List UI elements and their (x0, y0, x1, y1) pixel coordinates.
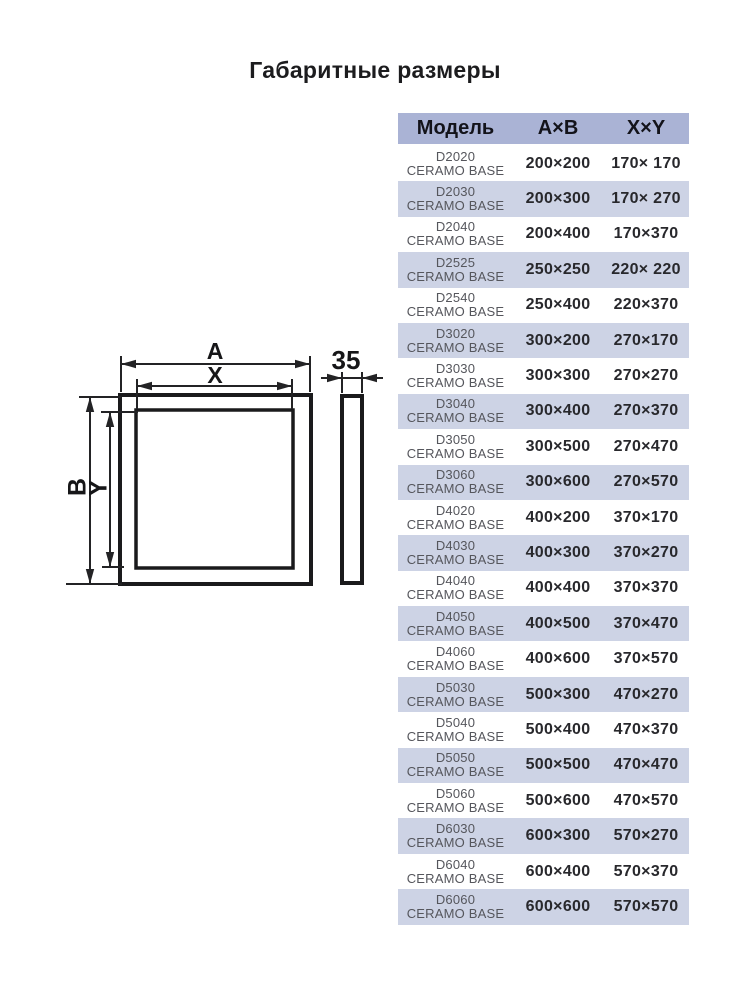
model-cell (398, 220, 513, 248)
xy-value: 220×370 (613, 296, 679, 314)
ab-value: 250×250 (525, 260, 591, 278)
table-row (398, 571, 689, 606)
ab-value: 300×200 (525, 331, 591, 349)
label-b: B (63, 477, 92, 497)
table-row (398, 712, 689, 747)
model-code: D3040 (435, 396, 476, 412)
ab-value: 400×200 (525, 508, 591, 526)
model-series: CERAMO BASE (406, 233, 505, 249)
xy-value: 370×570 (613, 650, 679, 668)
model-series: CERAMO BASE (406, 835, 505, 851)
model-cell (398, 362, 513, 390)
table-row (398, 217, 689, 252)
dimension-depth (321, 345, 383, 393)
table-row (398, 500, 689, 535)
model-code: D2040 (435, 219, 476, 235)
model-series: CERAMO BASE (406, 799, 505, 815)
xy-value: 370×370 (613, 579, 679, 597)
table-row (398, 394, 689, 429)
header-model: Модель (416, 117, 495, 139)
ab-value: 400×300 (525, 543, 591, 561)
xy-value: 270×270 (613, 367, 679, 385)
xy-value: 470×470 (613, 756, 679, 774)
dimension-diagram (55, 335, 395, 615)
xy-value: 270×570 (613, 473, 679, 491)
ab-value: 400×500 (525, 614, 591, 632)
model-cell (398, 291, 513, 319)
model-cell (398, 468, 513, 496)
table-row (398, 288, 689, 323)
table-row (398, 358, 689, 393)
model-code: D6030 (435, 821, 476, 837)
table-row (398, 641, 689, 676)
model-code: D4030 (435, 537, 476, 553)
model-cell (398, 150, 513, 178)
model-series: CERAMO BASE (406, 905, 505, 921)
model-cell (398, 504, 513, 532)
model-series: CERAMO BASE (406, 375, 505, 391)
ab-value: 600×400 (525, 862, 591, 880)
ab-value: 400×400 (525, 579, 591, 597)
ab-value: 500×300 (525, 685, 591, 703)
model-cell (398, 574, 513, 602)
model-cell (398, 256, 513, 284)
page-title: Габаритные размеры (249, 57, 501, 83)
model-code: D2020 (435, 148, 476, 164)
table-row (398, 854, 689, 889)
ab-value: 400×600 (525, 650, 591, 668)
model-cell (398, 787, 513, 815)
ab-value: 200×400 (525, 225, 591, 243)
ab-value: 200×200 (525, 154, 591, 172)
model-series: CERAMO BASE (406, 304, 505, 320)
model-code: D4040 (435, 573, 476, 589)
model-cell (398, 751, 513, 779)
header-ab: A×B (537, 117, 579, 139)
side-view-rect (342, 396, 362, 583)
model-cell (398, 716, 513, 744)
xy-value: 220× 220 (611, 260, 681, 278)
model-code: D2525 (435, 254, 476, 270)
label-x: X (207, 362, 223, 388)
label-a: A (206, 338, 224, 364)
table-row (398, 181, 689, 216)
model-code: D5050 (435, 750, 476, 766)
label-depth: 35 (331, 345, 361, 375)
model-series: CERAMO BASE (406, 198, 505, 214)
model-code: D2540 (435, 290, 476, 306)
header-xy: X×Y (626, 117, 666, 139)
model-series: CERAMO BASE (406, 162, 505, 178)
label-y: Y (84, 479, 113, 497)
xy-value: 470×270 (613, 685, 679, 703)
table-row (398, 677, 689, 712)
model-code: D3060 (435, 467, 476, 483)
table-row (398, 889, 689, 924)
xy-value: 270×470 (613, 437, 679, 455)
ab-value: 300×600 (525, 473, 591, 491)
table-header-row (398, 113, 689, 146)
model-series: CERAMO BASE (406, 516, 505, 532)
model-series: CERAMO BASE (406, 551, 505, 567)
xy-value: 270×370 (613, 402, 679, 420)
xy-value: 570×370 (613, 862, 679, 880)
model-series: CERAMO BASE (406, 268, 505, 284)
ab-value: 300×300 (525, 367, 591, 385)
model-cell (398, 327, 513, 355)
xy-value: 570×270 (613, 827, 679, 845)
model-code: D5030 (435, 679, 476, 695)
model-cell (398, 397, 513, 425)
model-series: CERAMO BASE (406, 728, 505, 744)
model-series: CERAMO BASE (406, 870, 505, 886)
model-code: D2030 (435, 184, 476, 200)
model-code: D3020 (435, 325, 476, 341)
ab-value: 300×400 (525, 402, 591, 420)
model-series: CERAMO BASE (406, 658, 505, 674)
model-code: D6040 (435, 856, 476, 872)
model-series: CERAMO BASE (406, 587, 505, 603)
ab-value: 500×600 (525, 791, 591, 809)
model-cell (398, 858, 513, 886)
model-code: D3050 (435, 431, 476, 447)
xy-value: 470×570 (613, 791, 679, 809)
model-cell (398, 893, 513, 921)
model-code: D4050 (435, 608, 476, 624)
ab-value: 500×400 (525, 720, 591, 738)
model-series: CERAMO BASE (406, 481, 505, 497)
model-series: CERAMO BASE (406, 339, 505, 355)
table-row (398, 323, 689, 358)
xy-value: 270×170 (613, 331, 679, 349)
table-row (398, 429, 689, 464)
table-row (398, 535, 689, 570)
ab-value: 600×300 (525, 827, 591, 845)
model-cell (398, 433, 513, 461)
model-code: D5060 (435, 785, 476, 801)
xy-value: 170×370 (613, 225, 679, 243)
xy-value: 170× 170 (611, 154, 681, 172)
ab-value: 500×500 (525, 756, 591, 774)
model-code: D4020 (435, 502, 476, 518)
model-cell (398, 185, 513, 213)
model-code: D4060 (435, 644, 476, 660)
table-row (398, 748, 689, 783)
xy-value: 570×570 (613, 897, 679, 915)
model-cell (398, 645, 513, 673)
model-cell (398, 610, 513, 638)
ab-value: 200×300 (525, 190, 591, 208)
model-cell (398, 539, 513, 567)
xy-value: 370×470 (613, 614, 679, 632)
model-code: D3030 (435, 361, 476, 377)
ab-value: 250×400 (525, 296, 591, 314)
model-series: CERAMO BASE (406, 445, 505, 461)
ab-value: 300×500 (525, 437, 591, 455)
table-row (398, 465, 689, 500)
table-row (398, 783, 689, 818)
model-series: CERAMO BASE (406, 410, 505, 426)
model-code: D6060 (435, 891, 476, 907)
xy-value: 170× 270 (611, 190, 681, 208)
model-series: CERAMO BASE (406, 764, 505, 780)
xy-value: 370×170 (613, 508, 679, 526)
xy-value: 470×370 (613, 720, 679, 738)
dimensions-table (398, 113, 689, 925)
model-series: CERAMO BASE (406, 622, 505, 638)
model-cell (398, 822, 513, 850)
table-row (398, 252, 689, 287)
table-body (398, 146, 689, 925)
model-code: D5040 (435, 714, 476, 730)
model-cell (398, 681, 513, 709)
xy-value: 370×270 (613, 543, 679, 561)
table-row (398, 606, 689, 641)
ab-value: 600×600 (525, 897, 591, 915)
table-row (398, 146, 689, 181)
model-series: CERAMO BASE (406, 693, 505, 709)
table-row (398, 818, 689, 853)
front-view-inner-rect (136, 410, 293, 568)
